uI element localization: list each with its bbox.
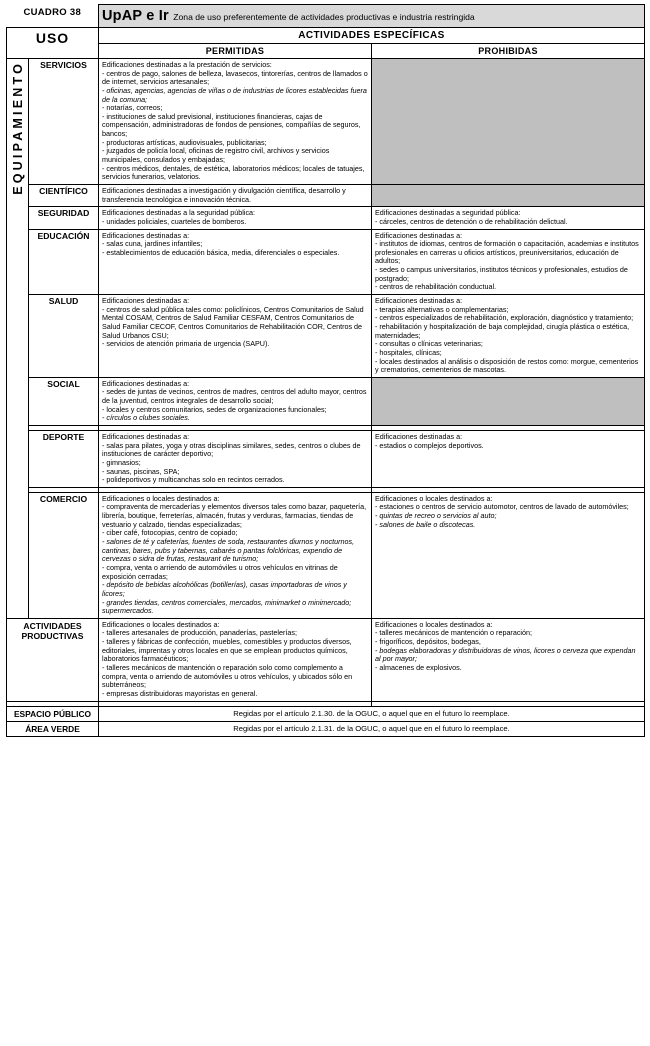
content-line: Edificaciones destinadas a seguridad pública: <box>375 208 521 218</box>
content-line: - estadios o complejos deportivos. <box>375 440 484 450</box>
content-line: - círculos o clubes sociales. <box>102 413 190 423</box>
content-line: - polideportivos y multicanchas solo en recintos cerrados. <box>102 475 285 485</box>
zoning-table <box>6 4 645 737</box>
content-line: Edificaciones destinadas a: <box>375 431 463 441</box>
note-espacio-publico: Regidas por el artículo 2.1.30. de la OGUC, o aquel que en el futuro lo reemplace. <box>99 706 645 721</box>
category-label: EDUCACIÓN <box>37 230 90 241</box>
content-line: - unidades policiales, cuarteles de bomberos. <box>102 216 247 226</box>
permitidas-comercio <box>99 492 372 618</box>
content-line: - locales destinados al análisis o disposición de restos como: morgue, cementerios y crematorios, cementerios de mascotas. <box>375 356 639 375</box>
content-line: - quintas de recreo o servicios al auto; <box>375 511 497 521</box>
prohibidas-seguridad <box>372 207 645 229</box>
permitidas-servicios <box>99 59 372 185</box>
content-line: Edificaciones destinadas a: <box>375 296 463 306</box>
content-line: - salones de baile o discotecas. <box>375 519 476 529</box>
category-label: DEPORTE <box>42 431 85 442</box>
content-line: - centros médicos, dentales, de estética, laboratorios médicos; locales de tatuajes, servicios funerarios, velatorios. <box>102 163 365 182</box>
category-cientifico <box>29 184 99 206</box>
category-label: SALUD <box>48 296 79 307</box>
content-line: - centros de rehabilitación conductual. <box>375 282 497 292</box>
content-line: - sedes de juntas de vecinos, centros de madres, centros del adulto mayor, centros de la juventud, centros integrales de desarrollo social; <box>102 387 367 406</box>
content-line: Edificaciones o locales destinados a: <box>102 619 220 629</box>
content-line: - depósito de bebidas alcohólicas (botillerías), casas importadoras de vinos y licores; <box>102 580 347 598</box>
zone-title-cell <box>99 5 645 28</box>
cuadro-number: CUADRO 38 <box>23 6 82 18</box>
uso-header: USO <box>7 28 99 59</box>
prohibidas-comercio <box>372 492 645 618</box>
title-row <box>7 5 645 28</box>
content-line: - consultas o clínicas veterinarias; <box>375 339 483 349</box>
content-line: Edificaciones destinadas a: <box>102 296 190 306</box>
content-line: - servicios de atención primaria de urgencia (SAPU). <box>102 339 270 349</box>
content-line: - gimnasios; <box>102 457 141 467</box>
row-salud <box>7 295 645 378</box>
content-line: Edificaciones destinadas a la prestación de servicios: <box>102 60 272 69</box>
content-line: - centros de pago, salones de belleza, lavasecos, tintorerías, centros de llamados o de internet, servicios artesanales; <box>102 68 368 87</box>
category-espacio-publico: ESPACIO PÚBLICO <box>7 706 99 721</box>
content-line: Edificaciones destinadas a: <box>375 230 463 240</box>
content-line: Edificaciones o locales destinados a: <box>102 493 220 503</box>
category-seguridad <box>29 207 99 229</box>
content-line: - frigoríficos, depósitos, bodegas, <box>375 637 481 647</box>
row-actividades-productivas <box>7 618 645 701</box>
category-servicios <box>29 59 99 185</box>
content-line: - centros de salud pública tales como: policlínicos, Centros Comunitarios de Salud Mental COSAM, Centros de Salud Familiar CESFAM, Centros Comunitarios de Salud Familiar CECOF, Centros Comunitarios de Rehabilitación COR, Centros de Salud Urbanos CSU; <box>102 304 364 340</box>
prohibidas-educacion <box>372 229 645 294</box>
row-seguridad <box>7 207 645 229</box>
prohibidas-social <box>372 377 645 425</box>
content-line: - empresas distribuidoras mayoristas en general. <box>102 688 258 698</box>
prohibidas-deporte <box>372 430 645 487</box>
row-servicios <box>7 59 645 185</box>
row-cientifico <box>7 184 645 206</box>
content-line: Edificaciones o locales destinados a: <box>375 619 493 629</box>
category-educacion <box>29 229 99 294</box>
content-line: - centros especializados de rehabilitación, exploración, diagnóstico y tratamiento; <box>375 313 634 323</box>
content-line: - hospitales, clínicas; <box>375 347 442 357</box>
row-area-verde <box>7 721 645 736</box>
content-line: - saunas, piscinas, SPA; <box>102 466 180 476</box>
zone-code: UpAP e Ir <box>102 8 169 24</box>
content-line: - almacenes de explosivos. <box>375 663 462 672</box>
content-line: Edificaciones destinadas a investigación y divulgación científica, desarrollo y transferencia tecnológica e innovación técnica. <box>102 185 346 204</box>
permitidas-seguridad <box>99 207 372 229</box>
column-header-prohibidas: PROHIBIDAS <box>372 44 645 59</box>
category-label: SOCIAL <box>47 378 80 389</box>
actividades-header: ACTIVIDADES ESPECÍFICAS <box>99 28 645 44</box>
permitidas-educacion <box>99 229 372 294</box>
prohibidas-cientifico <box>372 184 645 206</box>
permitidas-social <box>99 377 372 425</box>
content-line: - notarías, correos; <box>102 103 163 113</box>
permitidas-actividades-productivas <box>99 618 372 701</box>
content-line: - talleres mecánicos de mantención o reparación; <box>375 628 533 638</box>
content-line: - instituciones de salud previsional, instituciones financieras, cajas de compensación, administradoras de fondos de pensiones, compañías de seguros, bancos; <box>102 111 361 139</box>
content-line: - talleres mecánicos de mantención o reparación solo como complemento a compra, venta o arriendo de automóviles u otros vehículos, y ubicados sólo en subterráneos; <box>102 663 353 690</box>
content-line: - compra, venta o arriendo de automóviles u otros vehículos en vitrinas de exposición cerradas; <box>102 562 338 581</box>
content-line: Edificaciones o locales destinados a: <box>375 493 493 503</box>
content-line: Edificaciones destinadas a: <box>102 431 190 441</box>
category-deporte <box>29 430 99 487</box>
content-line: Edificaciones destinadas a la seguridad pública: <box>102 208 256 218</box>
content-line: - locales y centros comunitarios, sedes de organizaciones funcionales; <box>102 404 327 414</box>
content-line: - salas para pilates, yoga y otras disciplinas similares, sedes, centros o clubes de instituciones de carácter deportivo; <box>102 440 361 459</box>
head-row-2 <box>7 44 645 59</box>
category-label: CIENTÍFICO <box>39 185 88 196</box>
column-header-permitidas: PERMITIDAS <box>99 44 372 59</box>
content-line: - estaciones o centros de servicio automotor, centros de lavado de automóviles; <box>375 502 629 512</box>
category-area-verde: ÁREA VERDE <box>7 721 99 736</box>
equipamiento-label: EQUIPAMIENTO <box>10 61 25 195</box>
category-label: ACTIVIDADES PRODUCTIVAS <box>21 620 84 642</box>
category-actividades-productivas <box>7 618 99 701</box>
category-label: SEGURIDAD <box>37 208 90 219</box>
prohibidas-servicios <box>372 59 645 185</box>
row-educacion <box>7 229 645 294</box>
permitidas-cientifico <box>99 184 372 206</box>
row-comercio <box>7 492 645 618</box>
content-line: - oficinas, agencias, agencias de viñas o de industrias de licores establecidas fuera de la comuna; <box>102 85 367 104</box>
zone-description: Zona de uso preferentemente de actividades productivas e industria restringida <box>173 12 475 22</box>
content-line: - ciber café, fotocopias, centro de copiado; <box>102 528 238 538</box>
content-line: - compraventa de mercaderías y elementos diversos tales como bazar, paquetería, librería, boutique, ferreterías, almacén, frutas y verduras, farmacias, tiendas de vestuario y calzado, tiendas especializadas; <box>102 502 367 529</box>
content-line: - institutos de idiomas, centros de formación o capacitación, academias e institutos profesionales en carreras u oficios artísticos, preuniversitarios, educación de adultos; <box>375 239 639 266</box>
note-area-verde: Regidas por el artículo 2.1.31. de la OGUC, o aquel que en el futuro lo reemplace. <box>99 721 645 736</box>
prohibidas-salud <box>372 295 645 378</box>
permitidas-deporte <box>99 430 372 487</box>
content-line: Edificaciones destinadas a: <box>102 378 190 388</box>
content-line: - sedes o campus universitarios, institutos técnicos y profesionales, estudios de postgrado; <box>375 265 628 283</box>
category-label: SERVICIOS <box>40 60 87 70</box>
permitidas-salud <box>99 295 372 378</box>
content-line: - productoras artísticas, audiovisuales, publicitarias; <box>102 137 267 147</box>
content-line: - bodegas elaboradoras y distribuidoras de vinos, licores o cerveza que expendan al por mayor; <box>375 645 636 664</box>
row-deporte <box>7 430 645 487</box>
prohibidas-actividades-productivas <box>372 618 645 701</box>
row-social <box>7 377 645 425</box>
row-espacio-publico <box>7 706 645 721</box>
content-line: - talleres y fábricas de confección, muebles, comestibles y productos diversos, editoriales, imprentas y otros locales en que se emplean productos químicos, laboratorios farmacéuticos; <box>102 637 352 664</box>
category-salud <box>29 295 99 378</box>
content-line: - cárceles, centros de detención o de rehabilitación delictual. <box>375 216 568 226</box>
content-line: - salones de té y cafeterías, fuentes de soda, restaurantes diurnos y nocturnos, cantinas, bares, pubs y tabernas, cabarés o pantas folclóricas, expendio de cervezas o sidra de frutas, restaurant de turismo; <box>102 537 355 564</box>
content-line: - grandes tiendas, centros comerciales, mercados, minimarket o minimercado; supermercados. <box>102 597 352 616</box>
content-line: - talleres artesanales de producción, panaderías, pastelerías; <box>102 628 297 638</box>
head-row-1 <box>7 28 645 44</box>
equipamiento-label-cell <box>7 59 29 619</box>
category-label: COMERCIO <box>39 493 88 504</box>
content-line: - terapias alternativas o complementarias; <box>375 304 509 314</box>
content-line: - establecimientos de educación básica, media, diferenciales o especiales. <box>102 247 340 257</box>
content-line: - juzgados de policía local, oficinas de registro civil, archivos y servicios municipales, consulados y embajadas; <box>102 146 330 165</box>
content-line: - salas cuna, jardines infantiles; <box>102 239 203 249</box>
category-social <box>29 377 99 425</box>
category-comercio <box>29 492 99 618</box>
content-line: Edificaciones destinadas a: <box>102 230 190 240</box>
content-line: - rehabilitación y hospitalización de baja complejidad, cirugía plástica o estética, maternidades; <box>375 321 630 340</box>
